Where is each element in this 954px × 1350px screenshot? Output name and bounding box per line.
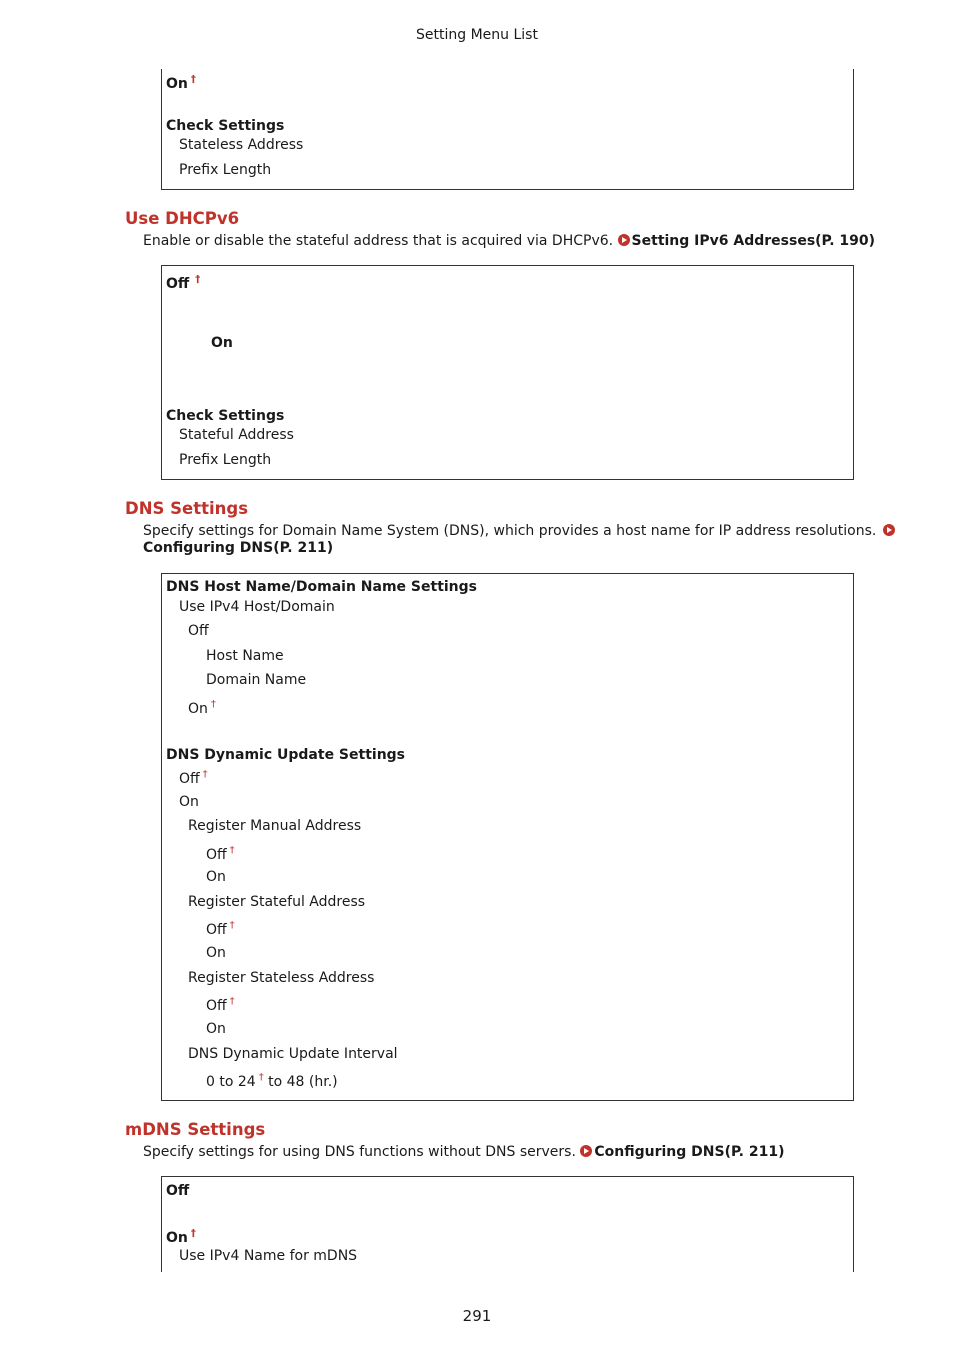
section-description-mdns: Specify settings for using DNS functions without DNS servers. Configuring DNS(P. 211) <box>143 1144 785 1160</box>
option-off: Off <box>166 1183 190 1199</box>
link-setting-ipv6-addresses[interactable]: Setting IPv6 Addresses(P. 190) <box>618 233 876 249</box>
option-on: On <box>206 869 226 885</box>
running-header: Setting Menu List <box>416 27 538 43</box>
arrow-right-icon <box>883 524 895 536</box>
default-marker: † <box>190 74 196 85</box>
check-item-stateless-address: Stateless Address <box>179 137 304 153</box>
check-settings-heading: Check Settings <box>166 408 285 424</box>
check-item-stateful-address: Stateful Address <box>179 427 294 443</box>
section-title-dns: DNS Settings <box>125 499 249 518</box>
use-ipv4-name-for-mdns: Use IPv4 Name for mDNS <box>179 1248 358 1264</box>
check-item-prefix-length: Prefix Length <box>179 162 272 178</box>
dns-host-domain-heading: DNS Host Name/Domain Name Settings <box>166 579 478 595</box>
default-marker: † <box>210 699 216 710</box>
option-on: On <box>206 1021 226 1037</box>
default-marker: † <box>229 920 235 931</box>
option-off: Off <box>188 623 209 639</box>
default-marker: † <box>195 274 201 285</box>
option-on: On <box>211 335 233 351</box>
section-title-mdns: mDNS Settings <box>125 1120 266 1139</box>
host-name: Host Name <box>206 648 284 664</box>
domain-name: Domain Name <box>206 672 307 688</box>
dns-dynamic-update-interval: DNS Dynamic Update Interval <box>188 1046 398 1062</box>
arrow-right-icon <box>618 234 630 246</box>
use-ipv4-host-domain: Use IPv4 Host/Domain <box>179 599 335 615</box>
option-on: On <box>206 945 226 961</box>
option-off: Off † <box>179 769 208 787</box>
default-marker: † <box>258 1072 264 1083</box>
section-title-dhcpv6: Use DHCPv6 <box>125 209 240 228</box>
option-off: Off † <box>166 274 201 292</box>
check-item-prefix-length: Prefix Length <box>179 452 272 468</box>
section-description-dhcpv6: Enable or disable the stateful address that is acquired via DHCPv6. Setting IPv6 Addresses(P. 190) <box>143 233 876 249</box>
dhcpv6-settings-box <box>161 265 854 480</box>
option-on: On <box>179 794 199 810</box>
page-number: 291 <box>462 1307 492 1325</box>
default-marker: † <box>202 769 208 780</box>
link-configuring-dns[interactable]: Configuring DNS(P. 211) <box>580 1144 784 1160</box>
arrow-right-icon <box>580 1145 592 1157</box>
dns-dynamic-update-heading: DNS Dynamic Update Settings <box>166 747 406 763</box>
link-configuring-dns[interactable]: Configuring DNS(P. 211) <box>143 540 334 556</box>
register-stateful-address: Register Stateful Address <box>188 894 366 910</box>
default-marker: † <box>229 996 235 1007</box>
option-off: Off † <box>206 920 235 938</box>
option-off: Off † <box>206 845 235 863</box>
default-marker: † <box>229 845 235 856</box>
section-description-dns: Specify settings for Domain Name System (DNS), which provides a host name for IP address resolutions. <box>143 522 897 540</box>
option-off: Off † <box>206 996 235 1014</box>
default-marker: † <box>190 1228 196 1239</box>
check-settings-heading: Check Settings <box>166 118 285 134</box>
option-on: On † <box>188 699 216 717</box>
interval-range: 0 to 24 † to 48 (hr.) <box>206 1072 338 1090</box>
option-on: On † <box>166 74 196 92</box>
option-on: On † <box>166 1228 196 1246</box>
register-manual-address: Register Manual Address <box>188 818 362 834</box>
register-stateless-address: Register Stateless Address <box>188 970 375 986</box>
